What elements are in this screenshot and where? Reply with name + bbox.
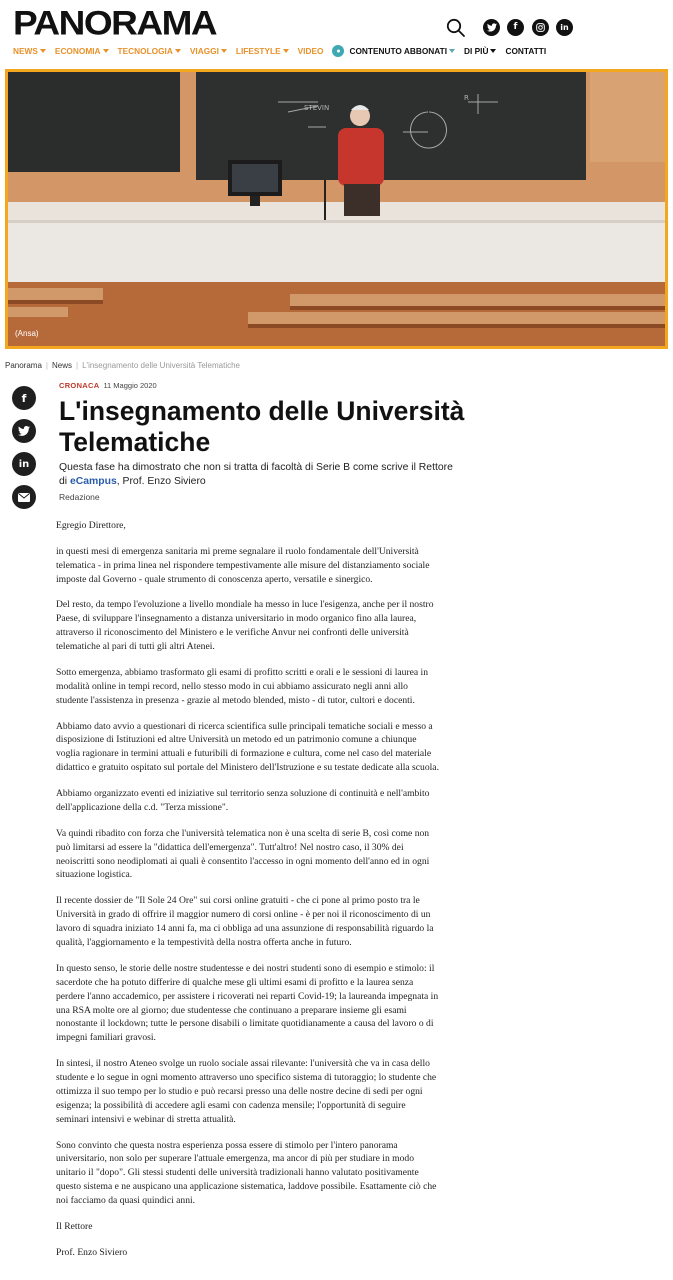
article-paragraph: Abbiamo dato avvio a questionari di ricerca scientifica sulle principali tematiche sociali e messo a disposizione di Istituzioni ed altre Università un metodo ed un patrimonio comune a chiunque voglia ragionare in termini attuali e futuribili di formazione e cultura, come nel caso del materiale didattico e gratuito ospitato sul portale del Ministero dell'Istruzione e su testate dedicate alla scuola.	[56, 720, 439, 774]
site-logo[interactable]: PANORAMA	[13, 4, 217, 42]
article-category[interactable]: CRONACA	[59, 381, 100, 390]
main-nav	[13, 44, 555, 58]
share-email-button[interactable]	[12, 485, 36, 509]
article-paragraph: in questi mesi di emergenza sanitaria mi preme segnalare il ruolo fondamentale dell'Università telematica - in prima linea nel rispondere tempestivamente alle misure del distanziamento sociale imposte dal Governo - quale strumento di conoscenza aperto, versatile e sinergico.	[56, 545, 430, 585]
twitter-icon	[18, 426, 30, 436]
chevron-down-icon	[221, 49, 227, 53]
linkedin-icon: in	[18, 458, 30, 470]
article-subtitle: Questa fase ha dimostrato che non si tratta di facoltà di Serie B come scrive il Rettore di eCampus, Prof. Enzo Siviero	[59, 462, 453, 487]
article-date: 11 Maggio 2020	[103, 381, 157, 390]
nav-video[interactable]: VIDEO	[297, 46, 324, 56]
article-meta	[59, 381, 157, 390]
hero-image	[5, 69, 668, 349]
chevron-down-icon	[175, 49, 181, 53]
chevron-down-icon	[40, 49, 46, 53]
breadcrumb-separator: |	[45, 361, 48, 370]
email-icon	[18, 493, 30, 502]
breadcrumb-home[interactable]: Panorama	[5, 361, 42, 370]
article-author: Redazione	[59, 492, 100, 502]
article-paragraph: Abbiamo organizzato eventi ed iniziative sul territorio senza soluzione di continuità e nell'ambito dell'applicazione della c.d. "Terza missione".	[56, 788, 430, 813]
share-twitter-button[interactable]	[12, 419, 36, 443]
svg-text:R: R	[464, 94, 469, 102]
article-title: L'insegnamento delle Università Telematiche	[59, 396, 465, 457]
facebook-icon[interactable]: f	[507, 19, 524, 36]
article-signature-role: Il Rettore	[56, 1220, 93, 1232]
lecture-hall-photo	[8, 72, 665, 346]
article-signature-name: Prof. Enzo Siviero	[56, 1246, 128, 1258]
article-paragraph: Va quindi ribadito con forza che l'università telematica non è una scelta di serie B, così come non può limitarsi ad essere la "didattica dell'emergenza". Tutt'altro! Nel nostro caso, il 30% dei neoiscritti sono neodiplomati ai quali è consentito l'accesso in ogni momento dell'anno ed in ogni situazione logistica.	[56, 827, 430, 881]
share-linkedin-button[interactable]	[12, 452, 36, 476]
share-facebook-button[interactable]	[12, 386, 36, 410]
search-icon[interactable]	[446, 18, 466, 38]
twitter-icon[interactable]	[483, 19, 500, 36]
nav-contatti[interactable]: CONTATTI	[505, 46, 547, 56]
facebook-icon: f	[21, 391, 27, 405]
article-paragraph: In sintesi, il nostro Ateneo svolge un ruolo sociale assai rilevante: l'università che va in casa dello studente e lo segue in ogni momento attraverso uno specifico sistema di tutoraggio; lo studente che ottimizza il suo tempo per lo studio e può recarsi presso una delle nostre decine di sedi per ogni esigenza; la possibilità di accedere agli esami con cadenza mensile; l'opportunità di seguire seminari intensivi e webinar di stretta attualità.	[56, 1058, 437, 1125]
article-paragraph: Sono convinto che questa nostra esperienza possa essere di stimolo per l'intero panorama universitario, non solo per superare l'attuale emergenza, ma ancor di più per studiare in modo unitario il "dopo". Gli stessi studenti delle università tradizionali hanno valutato positivamente questo sistema e ne auspicano una applicazione sistematica, laddove possibile. Esattamente ciò che noi facciamo da quasi quindici anni.	[56, 1139, 437, 1207]
nav-tecnologia[interactable]: TECNOLOGIA	[118, 46, 181, 56]
nav-viaggi[interactable]: VIAGGI	[190, 46, 227, 56]
breadcrumb-separator: |	[76, 361, 79, 370]
chevron-down-icon	[449, 49, 455, 53]
article-paragraph: Il recente dossier de "Il Sole 24 Ore" sui corsi online gratuiti - che ci pone al primo posto tra le Università in grado di offrire il maggior numero di corsi online - è per noi il riconoscimento di un lavoro di squadra iniziato 14 anni fa, ma ci obbliga ad una assunzione di responsabilità riguardo la qualità, l'aggiornamento e la tempestività della nostra offerta anche in futuro.	[56, 895, 434, 948]
nav-contenuto-abbonati[interactable]: ● CONTENUTO ABBONATI	[332, 45, 455, 57]
article-paragraph: In questo senso, le storie delle nostre studentesse e dei nostri studenti sono di esempio e stimolo: il sacerdote che ha potuto differire di qualche mese gli ultimi esami di profitto e la laurea senza perdere l'anno accademico, per assistere i ricoverati nei reparti Covid-19; la laureanda impegnata in una RSA molte ore al giorno; due studentesse che continuano a preparare insieme gli esami nonostante il lockdown; tutte le persone disabili o limitate quotidianamente a causa del lavoro o di impegni familiari gravosi.	[56, 962, 439, 1044]
ecampus-link[interactable]: eCampus	[69, 476, 117, 487]
chevron-down-icon	[283, 49, 289, 53]
chevron-down-icon	[490, 49, 496, 53]
nav-economia[interactable]: ECONOMIA	[55, 46, 109, 56]
article-paragraph: Del resto, da tempo l'evoluzione a livello mondiale ha messo in luce l'esigenza, anche per il nostro Paese, di sviluppare l'insegnamento a distanza universitario in modo organico fino alla laurea, attraverso il riconoscimento del Ministero e le verifiche Anvur nei confronti delle università telematiche al pari di tutti gli altri Atenei.	[56, 599, 434, 653]
breadcrumb-current: L'insegnamento delle Università Telematiche	[82, 361, 241, 370]
linkedin-icon[interactable]: in	[556, 19, 573, 36]
nav-di-piu[interactable]: DI PIÙ	[464, 46, 496, 56]
chevron-down-icon	[103, 49, 109, 53]
nav-news[interactable]: NEWS	[13, 46, 46, 56]
breadcrumb	[5, 361, 240, 370]
breadcrumb-section[interactable]: News	[52, 361, 73, 370]
photo-credit: (Ansa)	[15, 329, 39, 338]
article-paragraph: Egregio Direttore,	[56, 520, 126, 531]
instagram-icon[interactable]	[532, 19, 549, 36]
svg-text:STEVIN: STEVIN	[304, 104, 330, 112]
nav-lifestyle[interactable]: LIFESTYLE	[236, 46, 289, 56]
article-paragraph: Sotto emergenza, abbiamo trasformato gli esami di profitto scritti e orali e le sessioni di laurea in modalità online in tempi record, nello stesso modo in cui abbiamo assicurato negli anni allo studente l'assistenza in presenza - grazie al metodo blended, misto - di tutor, cultori e docenti.	[56, 666, 429, 706]
article-body	[56, 519, 441, 1272]
site-header	[0, 0, 673, 68]
lock-icon: ●	[332, 45, 344, 57]
